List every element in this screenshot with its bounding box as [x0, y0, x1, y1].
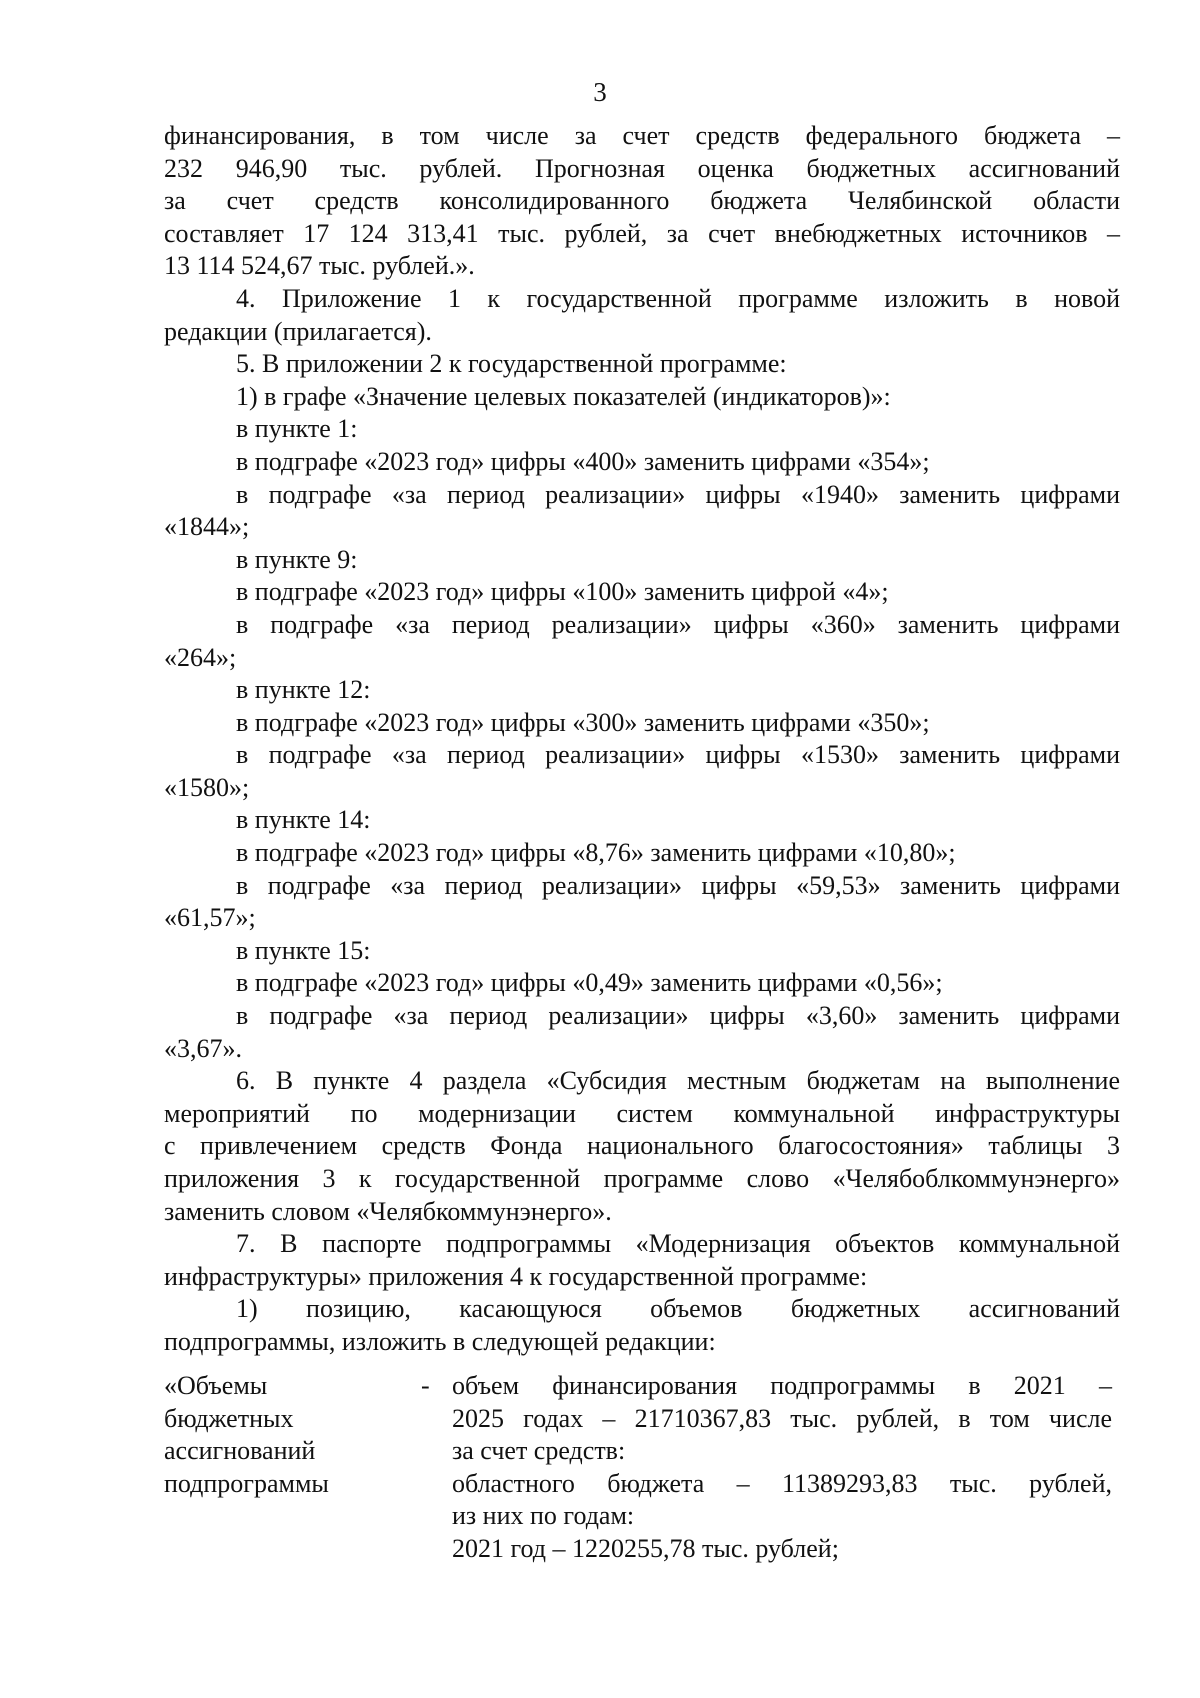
- passport-content-line: за счет средств:: [452, 1436, 626, 1466]
- passport-label-line: «Объемы: [164, 1371, 268, 1400]
- text-line: 6. В пункте 4 раздела «Субсидия местным бюджетам на выполнение: [236, 1066, 1120, 1096]
- text-line: 1) в графе «Значение целевых показателей (индикаторов)»:: [236, 381, 891, 411]
- text-line: редакции (прилагается).: [164, 316, 432, 346]
- text-line: в подграфе «2023 год» цифры «300» заменить цифрами «350»;: [236, 707, 930, 737]
- passport-content-column: [452, 1370, 1112, 1566]
- passport-content-line: 2025 годах – 21710367,83 тыс. рублей, в том числе: [452, 1403, 1112, 1433]
- text-line: в пункте 14:: [236, 805, 371, 835]
- text-line: в подграфе «за период реализации» цифры «360» заменить цифрами: [236, 609, 1120, 639]
- text-line: в пункте 15:: [236, 935, 371, 965]
- passport-content-line: из них по годам:: [452, 1501, 635, 1531]
- passport-content-line: областного бюджета – 11389293,83 тыс. рублей,: [452, 1468, 1112, 1498]
- passport-label-line: ассигнований: [164, 1436, 316, 1466]
- text-line: «1844»;: [164, 512, 250, 542]
- text-line: в подграфе «за период реализации» цифры «1530» заменить цифрами: [236, 740, 1120, 770]
- page-number: 3: [593, 77, 607, 107]
- text-line: финансирования, в том числе за счет средств федерального бюджета –: [164, 121, 1120, 150]
- text-line: заменить словом «Челябкоммунэнерго».: [164, 1196, 612, 1226]
- text-line: 13 114 524,67 тыс. рублей.».: [164, 251, 475, 281]
- text-line: в подграфе «за период реализации» цифры «1940» заменить цифрами: [236, 479, 1120, 509]
- text-line: за счет средств консолидированного бюджета Челябинской области: [164, 186, 1120, 216]
- text-line: в пункте 9:: [236, 544, 358, 574]
- text-line: 1) позицию, касающуюся объемов бюджетных ассигнований: [236, 1294, 1120, 1324]
- text-line: мероприятий по модернизации систем коммунальной инфраструктуры: [164, 1098, 1120, 1128]
- document-body: [164, 120, 1120, 1359]
- text-line: 4. Приложение 1 к государственной программе изложить в новой: [236, 283, 1120, 313]
- text-line: 5. В приложении 2 к государственной программе:: [236, 349, 787, 379]
- text-line: в пункте 1:: [236, 414, 358, 444]
- passport-label-column: [164, 1370, 414, 1500]
- text-line: составляет 17 124 313,41 тыс. рублей, за счет внебюджетных источников –: [164, 218, 1120, 248]
- text-line: в подграфе «2023 год» цифры «100» заменить цифрой «4»;: [236, 577, 889, 607]
- text-line: в подграфе «за период реализации» цифры «59,53» заменить цифрами: [236, 870, 1120, 900]
- text-line: «3,67».: [164, 1033, 242, 1063]
- text-line: в подграфе «за период реализации» цифры «3,60» заменить цифрами: [236, 1001, 1120, 1031]
- text-line: в пункте 12:: [236, 675, 371, 705]
- passport-content-line: объем финансирования подпрограммы в 2021 –: [452, 1371, 1112, 1400]
- passport-dash: -: [421, 1371, 430, 1400]
- text-line: с привлечением средств Фонда национального благосостояния» таблицы 3: [164, 1131, 1120, 1161]
- passport-label-line: бюджетных: [164, 1403, 294, 1433]
- text-line: в подграфе «2023 год» цифры «0,49» заменить цифрами «0,56»;: [236, 968, 943, 998]
- text-line: «264»;: [164, 642, 237, 672]
- text-line: в подграфе «2023 год» цифры «400» заменить цифрами «354»;: [236, 446, 930, 476]
- passport-label-line: подпрограммы: [164, 1468, 329, 1498]
- text-line: подпрограммы, изложить в следующей редакции:: [164, 1326, 716, 1356]
- text-line: 7. В паспорте подпрограммы «Модернизация объектов коммунальной: [236, 1229, 1120, 1259]
- text-line: 232 946,90 тыс. рублей. Прогнозная оценка бюджетных ассигнований: [164, 153, 1120, 183]
- passport-content-line: 2021 год – 1220255,78 тыс. рублей;: [452, 1533, 839, 1563]
- text-line: «61,57»;: [164, 903, 256, 933]
- text-line: приложения 3 к государственной программе слово «Челябоблкоммунэнерго»: [164, 1164, 1120, 1193]
- text-line: в подграфе «2023 год» цифры «8,76» заменить цифрами «10,80»;: [236, 838, 956, 868]
- text-line: инфраструктуры» приложения 4 к государственной программе:: [164, 1261, 868, 1291]
- text-line: «1580»;: [164, 772, 250, 802]
